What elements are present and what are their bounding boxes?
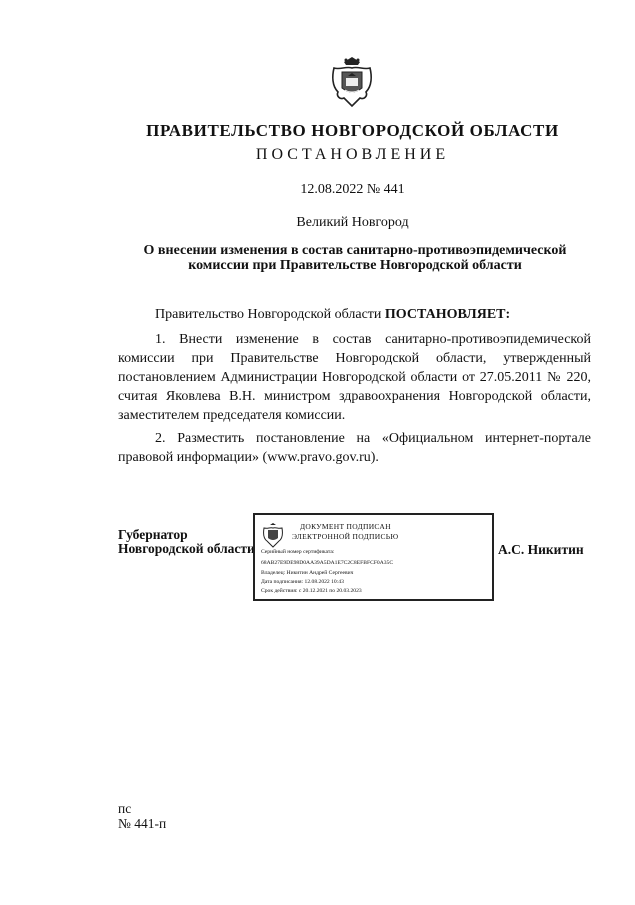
stamp-coat-of-arms-icon xyxy=(262,522,284,548)
document-body xyxy=(118,305,591,467)
footer-reg-number: № 441-п xyxy=(118,816,167,831)
electronic-signature-stamp xyxy=(253,513,494,601)
stamp-signed-date: Дата подписания: 12.08.2022 10:43 xyxy=(261,579,344,585)
document-date-number: 12.08.2022 № 441 xyxy=(300,182,405,197)
document-title xyxy=(120,243,590,273)
title-line-2: комиссии при Правительстве Новгородской области xyxy=(188,258,522,273)
city: Великий Новгород xyxy=(296,215,409,230)
stamp-owner: Владелец: Никитин Андрей Сергеевич xyxy=(261,570,354,576)
resolution-intro xyxy=(118,305,591,324)
stamp-cert-label: Серийный номер сертификата: xyxy=(261,549,335,555)
footer-code: пс xyxy=(118,801,132,816)
document-type: ПОСТАНОВЛЕНИЕ xyxy=(255,146,450,163)
document-footer xyxy=(118,801,166,831)
stamp-cert-number: 68AB27E9DE98D0AA39A5DA1E7C2C8EFBFCF0A35C xyxy=(261,560,394,566)
organization-name: ПРАВИТЕЛЬСТВО НОВГОРОДСКОЙ ОБЛАСТИ xyxy=(146,121,559,140)
intro-prefix: Правительство Новгородской области xyxy=(155,307,385,322)
paragraph-2: 2. Разместить постановление на «Официальном интернет-портале правовой информации» (www.pravo.gov.ru). xyxy=(118,431,591,465)
signatory-position xyxy=(118,528,255,556)
stamp-validity: Срок действия: с 20.12.2021 по 20.03.2023 xyxy=(261,588,362,594)
intro-decree: ПОСТАНОВЛЯЕТ: xyxy=(384,307,511,322)
signatory-name: А.С. Никитин xyxy=(498,542,584,557)
stamp-header-1: ДОКУМЕНТ ПОДПИСАН xyxy=(300,522,391,531)
title-line-1: О внесении изменения в состав санитарно-противоэпидемической xyxy=(143,243,567,258)
position-line-1: Губернатор xyxy=(118,527,188,542)
coat-of-arms-icon xyxy=(330,56,374,108)
stamp-header-2: ЭЛЕКТРОННОЙ ПОДПИСЬЮ xyxy=(292,532,399,541)
paragraph-1: 1. Внести изменение в состав санитарно-противоэпидемической комиссии при Правительстве Новгородской области, утвержденный постановлением Администрации Новгородской области от 27.05.2011 № 220, считая Яковлева В.Н. министром здравоохранения Новгородской области, заместителем председателя комиссии. xyxy=(118,332,591,423)
position-line-2: Новгородской области xyxy=(118,541,255,556)
